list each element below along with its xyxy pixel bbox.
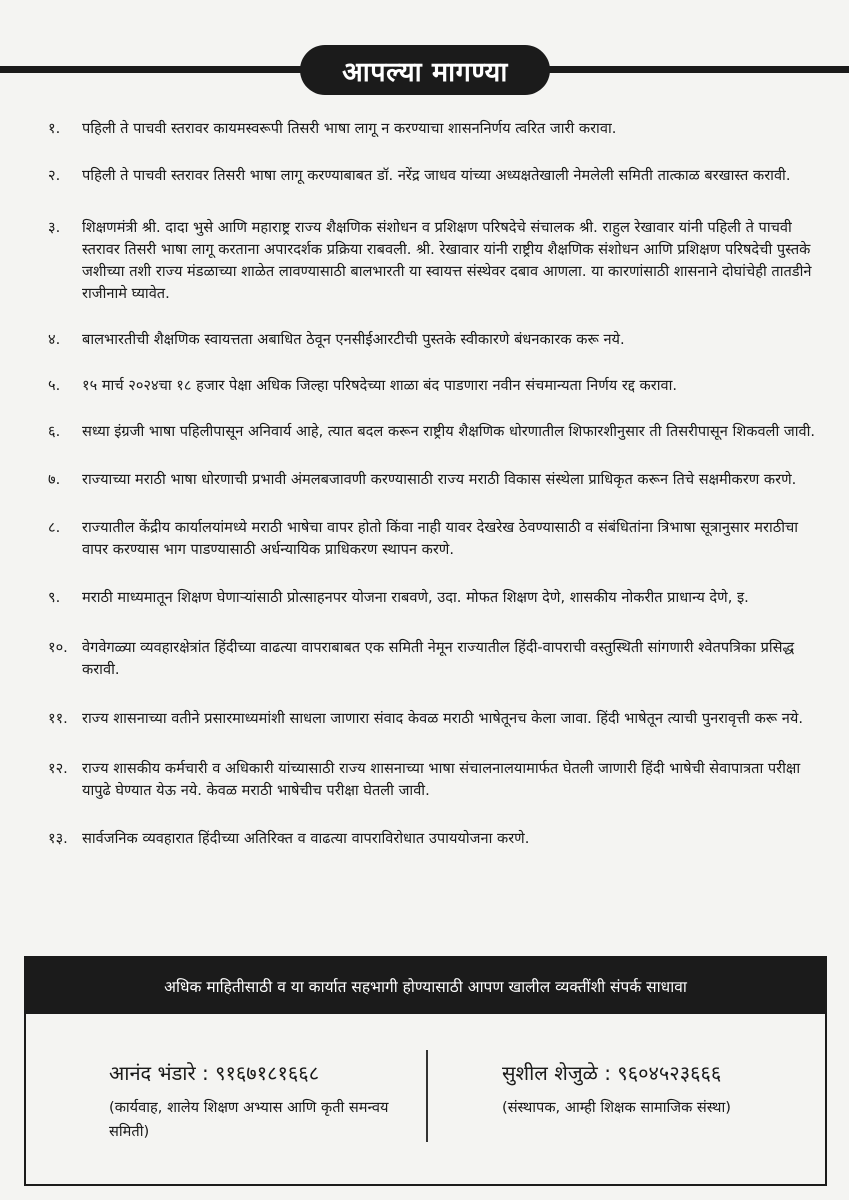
demand-text: मराठी माध्यमातून शिक्षण घेणाऱ्यांसाठी प्रोत्साहनपर योजना राबवणे, उदा. मोफत शिक्षण देणे, शासकीय नोकरीत प्राधान्य देणे, इ. <box>82 589 749 606</box>
contact-role: (संस्थापक, आम्ही शिक्षक सामाजिक संस्था) <box>502 1099 731 1116</box>
demand-number: ७. <box>48 471 61 488</box>
demand-number: ५. <box>48 377 61 394</box>
demand-item <box>40 828 820 850</box>
contact-divider <box>426 1050 428 1142</box>
contact-name: आनंद भंडारे : ९१६७१८१६६८ <box>109 1061 320 1085</box>
demand-number: ८. <box>48 519 61 536</box>
demand-text: पहिली ते पाचवी स्तरावर कायमस्वरूपी तिसरी भाषा लागू न करण्याचा शासननिर्णय त्वरित जारी करावा. <box>82 120 617 137</box>
demand-text: वेगवेगळ्या व्यवहारक्षेत्रांत हिंदीच्या वाढत्या वापराबाबत एक समिती नेमून राज्यातील हिंदी-वापराची वस्तुस्थिती सांगणारी श्वेतपत्रिका प्रसिद्ध करावी. <box>82 639 795 678</box>
demand-item <box>40 329 820 351</box>
demand-item <box>40 421 820 443</box>
page-title: आपल्या मागण्या <box>300 45 550 95</box>
demands-list <box>40 118 820 850</box>
demand-text: सध्या इंग्रजी भाषा पहिलीपासून अनिवार्य आहे, त्यात बदल करून राष्ट्रीय शैक्षणिक धोरणातील शिफारशीनुसार ती तिसरीपासून शिकवली जावी. <box>82 423 816 440</box>
demand-item <box>40 637 820 681</box>
demand-item <box>40 217 820 305</box>
demand-text: बालभारतीची शैक्षणिक स्वायत्तता अबाधित ठेवून एनसीईआरटीची पुस्तके स्वीकारणे बंधनकारक करू नये. <box>82 331 625 348</box>
demand-item <box>40 758 820 802</box>
demand-text: राज्यातील केंद्रीय कार्यालयांमध्ये मराठी भाषेचा वापर होतो किंवा नाही यावर देखरेख ठेवण्यासाठी व संबंधितांना त्रिभाषा सूत्रानुसार मराठीचा वापर करण्यास भाग पाडण्यासाठी अर्धन्यायिक प्राधिकरण स्थापन करणे. <box>82 519 799 558</box>
demand-text: १५ मार्च २०२४चा १८ हजार पेक्षा अधिक जिल्हा परिषदेच्या शाळा बंद पाडणारा नवीन संचमान्यता निर्णय रद्द करावा. <box>82 377 678 394</box>
demand-text: राज्य शासनाच्या वतीने प्रसारमाध्यमांशी साधला जाणारा संवाद केवळ मराठी भाषेतूनच केला जावा. हिंदी भाषेतून त्याची पुनरावृत्ती करू नये. <box>82 710 803 727</box>
demand-item <box>40 165 820 187</box>
demand-number: ६. <box>48 423 61 440</box>
demand-number: १३. <box>48 830 68 847</box>
demand-item <box>40 708 820 730</box>
contact-box <box>24 956 827 1186</box>
contact-heading: अधिक माहितीसाठी व या कार्यात सहभागी होण्यासाठी आपण खालील व्यक्तींशी संपर्क साधावा <box>26 958 825 1014</box>
contact-person-left <box>109 1058 399 1144</box>
contact-role: (कार्यवाह, शालेय शिक्षण अभ्यास आणि कृती समन्वय समिती) <box>109 1099 389 1140</box>
demand-item <box>40 118 820 140</box>
contact-name: सुशील शेजुळे : ९६०४५२३६६६ <box>502 1061 722 1085</box>
demand-item <box>40 517 820 561</box>
contact-person-right <box>502 1058 822 1120</box>
demand-number: ४. <box>48 331 61 348</box>
demand-text: शिक्षणमंत्री श्री. दादा भुसे आणि महाराष्ट्र राज्य शैक्षणिक संशोधन व प्रशिक्षण परिषदेचे संचालक श्री. राहुल रेखावार यांनी पहिली ते पाचवी स्तरावर तिसरी भाषा लागू करताना अपारदर्शक प्रक्रिया राबवली. श्री. रेखावार यांनी राष्ट्रीय शैक्षणिक संशोधन आणि प्रशिक्षण परिषदेची पुस्तके जशीच्या तशी राज्य मंडळाच्या शाळेत लावण्यासाठी बालभारती या स्वायत्त संस्थेवर दबाव आणला. या कारणांसाठी शासनाने दोघांचेही तातडीने राजीनामे घ्यावेत. <box>82 219 812 302</box>
demand-number: ३. <box>48 219 61 236</box>
demand-text: राज्य शासकीय कर्मचारी व अधिकारी यांच्यासाठी राज्य शासनाच्या भाषा संचालनालयामार्फत घेतली जाणारी हिंदी भाषेची सेवापात्रता परीक्षा यापुढे घेण्यात येऊ नये. केवळ मराठी भाषेचीच परीक्षा घेतली जावी. <box>82 760 801 799</box>
demand-item <box>40 587 820 609</box>
demand-number: ११. <box>48 710 68 727</box>
demand-text: पहिली ते पाचवी स्तरावर तिसरी भाषा लागू करण्याबाबत डॉ. नरेंद्र जाधव यांच्या अध्यक्षतेखाली नेमलेली समिती तात्काळ बरखास्त करावी. <box>82 167 791 184</box>
demand-number: २. <box>48 167 61 184</box>
demand-text: सार्वजनिक व्यवहारात हिंदीच्या अतिरिक्त व वाढत्या वापराविरोधात उपाययोजना करणे. <box>82 830 530 847</box>
demand-number: १. <box>48 120 61 137</box>
demand-number: १०. <box>48 639 68 656</box>
demand-item <box>40 469 820 491</box>
demand-text: राज्याच्या मराठी भाषा धोरणाची प्रभावी अंमलबजावणी करण्यासाठी राज्य मराठी विकास संस्थेला प्राधिकृत करून तिचे सक्षमीकरण करणे. <box>82 471 797 488</box>
demand-number: १२. <box>48 760 68 777</box>
demand-number: ९. <box>48 589 61 606</box>
demand-item <box>40 375 820 397</box>
